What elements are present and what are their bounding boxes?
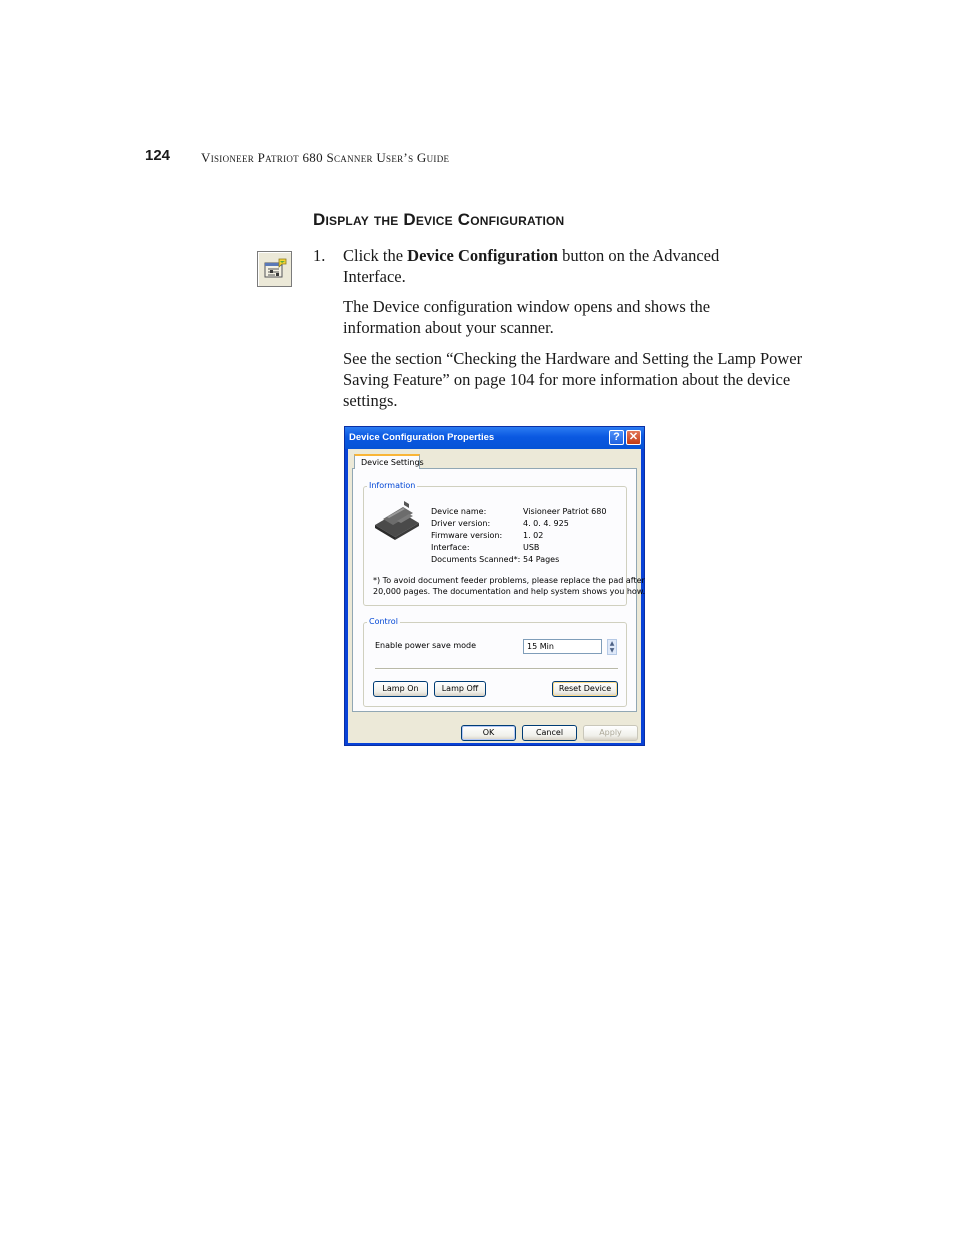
step-text-before: Click the [343,246,408,265]
note-line: *) To avoid document feeder problems, please replace the pad after [373,576,645,585]
step-number: 1. [313,246,326,265]
info-label-interface: Interface: [431,543,470,552]
dialog-title: Device Configuration Properties [349,432,495,443]
control-group-label: Control [369,617,398,626]
ok-button[interactable]: OK [461,725,516,741]
lamp-off-button[interactable]: Lamp Off [434,681,486,697]
device-configuration-icon-graphic [258,252,291,286]
apply-button: Apply [583,725,638,741]
power-save-label: Enable power save mode [375,641,477,650]
page-number: 124 [145,147,171,164]
section-heading: Display the Device Configuration [313,210,565,229]
power-save-spinner[interactable] [607,639,617,655]
information-group-label: Information [369,481,416,490]
spinner-up-icon[interactable]: ▲ [609,640,615,647]
scanner-icon [373,499,421,546]
info-label-device-name: Device name: [431,507,487,516]
power-save-value: 15 Min [527,642,554,651]
lamp-on-button[interactable]: Lamp On [373,681,428,697]
info-label-firmware-version: Firmware version: [431,531,503,540]
running-title: Visioneer Patriot 680 Scanner User’s Guide [201,150,450,165]
close-button[interactable]: ✕ [626,430,641,445]
note-line: 20,000 pages. The documentation and help system shows you how. [373,586,646,596]
pad-replacement-note [373,576,645,597]
step-text [343,245,763,287]
cancel-button[interactable]: Cancel [522,725,577,741]
tab-page [352,468,646,712]
paragraph-text: The Device configuration window opens and shows the information about your scanner. [343,297,711,337]
reset-device-button[interactable]: Reset Device [552,681,618,697]
info-label-documents-scanned: Documents Scanned*: [431,555,521,564]
device-configuration-dialog [344,426,645,746]
device-configuration-icon [257,251,292,287]
step-text-after: button on the Advanced Interface. [343,246,720,286]
step-text-bold: Device Configuration [407,246,558,265]
tab-device-settings[interactable] [354,454,424,469]
tab-label: Device Settings [361,458,424,467]
info-value-documents-scanned: 54 Pages [523,555,560,564]
dialog-titlebar[interactable] [345,427,644,449]
paragraph-text: See the section “Checking the Hardware and Setting the Lamp Power Saving Feature” on page 104 for more information about the device settings. [343,349,803,410]
paragraph-window-opens [343,296,763,338]
control-divider [375,668,618,670]
info-value-driver-version: 4. 0. 4. 925 [523,519,569,528]
power-save-field[interactable] [523,639,602,654]
info-value-firmware-version: 1. 02 [523,531,544,540]
help-button[interactable]: ? [609,430,624,445]
info-label-driver-version: Driver version: [431,519,491,528]
dialog-client-area [348,449,646,743]
info-value-interface: USB [523,543,540,552]
info-value-device-name: Visioneer Patriot 680 [523,507,607,516]
spinner-down-icon[interactable]: ▼ [609,647,615,654]
paragraph-see-section [343,348,813,411]
